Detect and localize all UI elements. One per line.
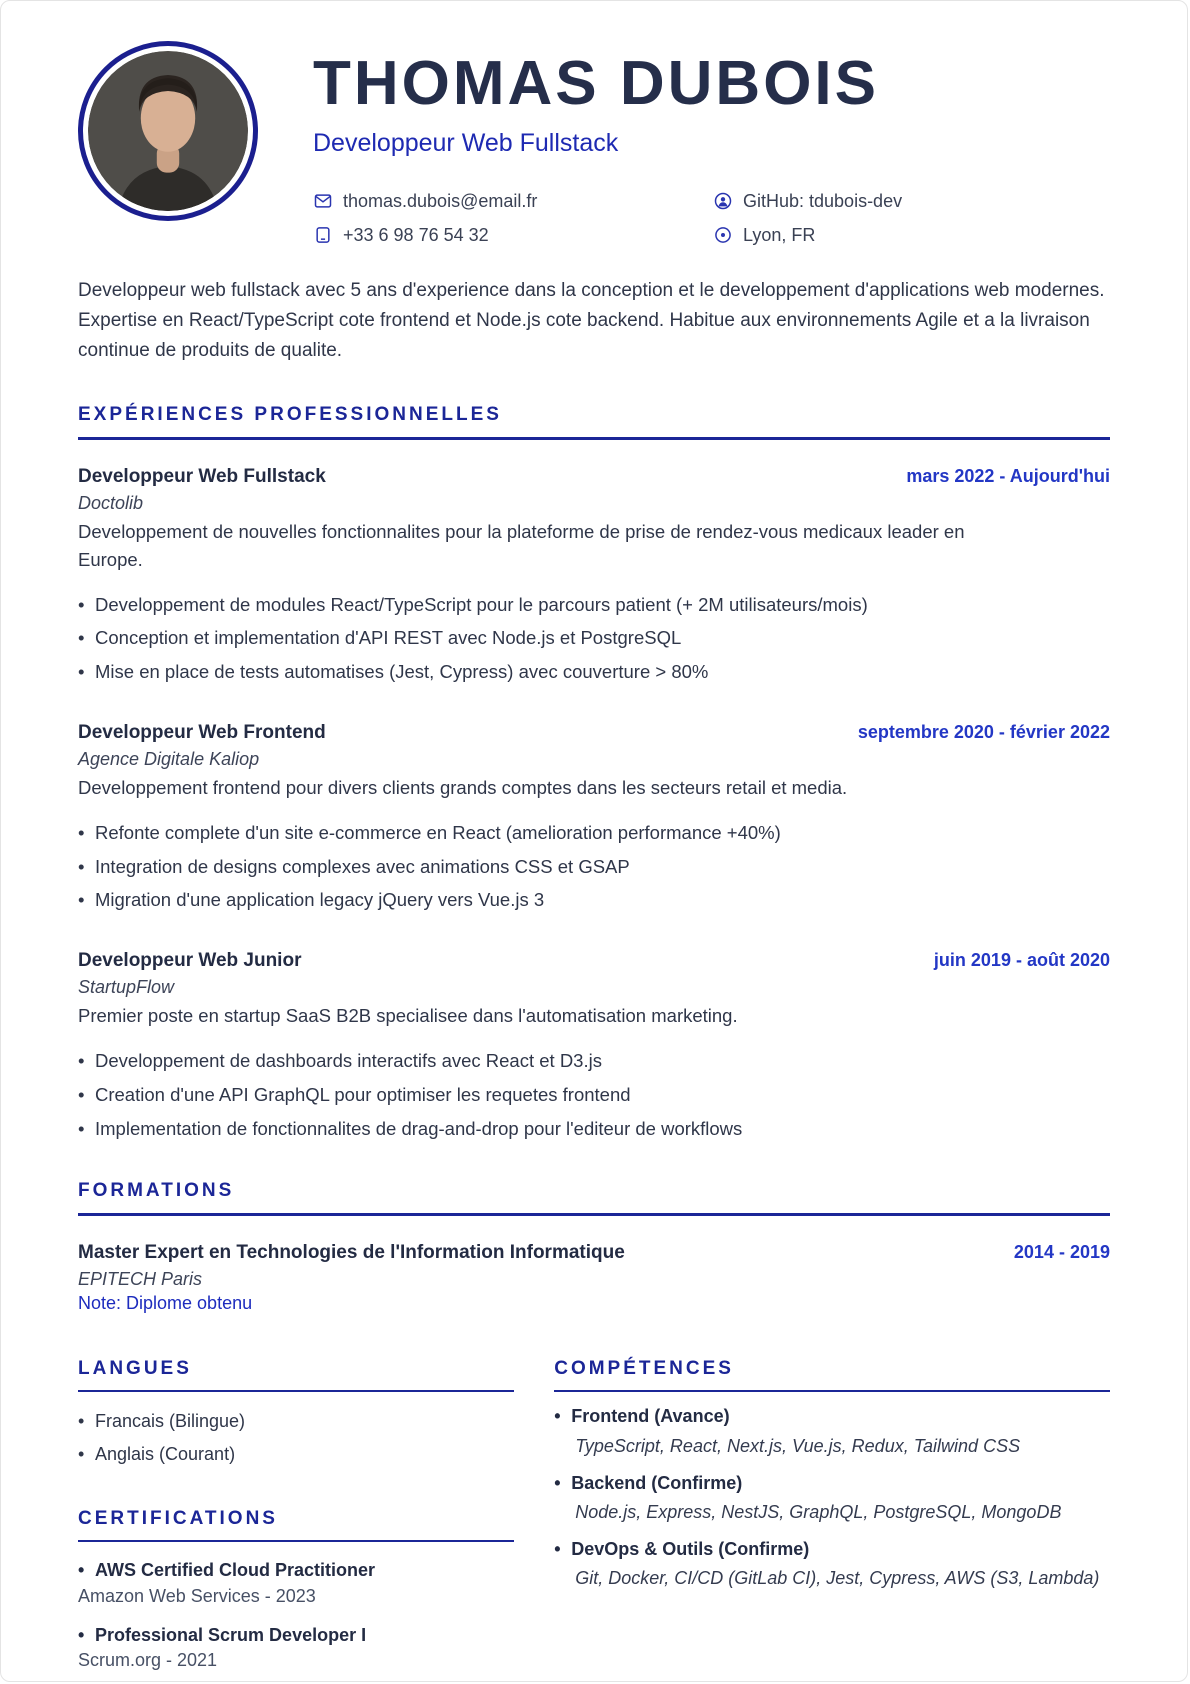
contact-email-value: thomas.dubois@email.fr bbox=[343, 190, 538, 211]
section-competences-title: COMPÉTENCES bbox=[554, 1358, 734, 1380]
job-dates: juin 2019 - août 2020 bbox=[933, 950, 1110, 971]
certification-entry bbox=[78, 1558, 514, 1606]
email-icon bbox=[313, 191, 333, 211]
skill-list: Git, Docker, CI/CD (GitLab CI), Jest, Cypress, AWS (S3, Lambda) bbox=[575, 1568, 1100, 1589]
section-formations-title: FORMATIONS bbox=[78, 1180, 235, 1202]
job-dates: mars 2022 - Aujourd'hui bbox=[906, 466, 1110, 487]
contact-list bbox=[313, 184, 1110, 252]
education-school: EPITECH Paris bbox=[78, 1269, 203, 1290]
skill-list: Node.js, Express, NestJS, GraphQL, PostgreSQL, MongoDB bbox=[575, 1501, 1062, 1522]
section-experience-title: EXPÉRIENCES PROFESSIONNELLES bbox=[78, 404, 502, 426]
section-certifications bbox=[78, 1508, 514, 1670]
job-role: Developpeur Web Junior bbox=[78, 950, 302, 972]
skill-category: • DevOps & Outils (Confirme) bbox=[554, 1537, 1110, 1562]
job-dates: septembre 2020 - février 2022 bbox=[857, 721, 1110, 742]
section-certifications-title: CERTIFICATIONS bbox=[78, 1508, 278, 1530]
job-bullet: • Implementation de fonctionnalites de drag-and-drop pour l'editeur de workflows bbox=[78, 1116, 1110, 1143]
job-description: Developpement frontend pour divers clients grands comptes dans les secteurs retail et media. bbox=[78, 776, 848, 798]
education-dates: 2014 - 2019 bbox=[1013, 1242, 1110, 1263]
job-entry bbox=[78, 950, 1110, 1142]
section-experience bbox=[78, 404, 1110, 1142]
job-entry bbox=[78, 722, 1110, 914]
person-name: THOMAS DUBOIS bbox=[313, 49, 879, 118]
phone-icon bbox=[313, 225, 333, 245]
contact-phone-value: +33 6 98 76 54 32 bbox=[343, 224, 489, 245]
avatar bbox=[78, 41, 258, 221]
section-divider bbox=[78, 1213, 1110, 1216]
contact-phone bbox=[313, 225, 713, 246]
skill-list: TypeScript, React, Next.js, Vue.js, Redux, Tailwind CSS bbox=[575, 1435, 1021, 1456]
skill-entry bbox=[554, 1471, 1110, 1525]
certification-entry bbox=[78, 1623, 514, 1671]
job-bullet: • Conception et implementation d'API REST avec Node.js et PostgreSQL bbox=[78, 625, 1110, 652]
job-role: Developpeur Web Fullstack bbox=[78, 466, 326, 488]
person-title: Developpeur Web Fullstack bbox=[313, 129, 619, 157]
job-description: Premier poste en startup SaaS B2B specialisee dans l'automatisation marketing. bbox=[78, 1005, 738, 1027]
section-divider bbox=[78, 1390, 514, 1392]
job-bullet: • Integration de designs complexes avec animations CSS et GSAP bbox=[78, 854, 1110, 881]
right-column bbox=[554, 1358, 1110, 1670]
job-role: Developpeur Web Frontend bbox=[78, 721, 326, 743]
job-bullet: • Developpement de modules React/TypeScript pour le parcours patient (+ 2M utilisateurs/mois) bbox=[78, 592, 1110, 619]
langues-list bbox=[78, 1408, 514, 1468]
job-bullet: • Mise en place de tests automatises (Jest, Cypress) avec couverture > 80% bbox=[78, 659, 1110, 686]
education-note: Note: Diplome obtenu bbox=[78, 1293, 253, 1314]
avatar-photo-icon bbox=[88, 51, 248, 211]
job-company: StartupFlow bbox=[78, 977, 175, 998]
job-bullet: • Developpement de dashboards interactifs avec React et D3.js bbox=[78, 1048, 1110, 1075]
job-bullets bbox=[78, 592, 1110, 686]
skill-entry bbox=[554, 1404, 1110, 1458]
bottom-columns bbox=[78, 1358, 1110, 1670]
contact-email bbox=[313, 191, 713, 212]
job-description: Developpement de nouvelles fonctionnalites pour la plateforme de prise de rendez-vous medicaux leader en Europe. bbox=[78, 521, 965, 570]
github-icon bbox=[713, 191, 733, 211]
certification-name: • Professional Scrum Developer I bbox=[78, 1623, 514, 1648]
job-company: Agence Digitale Kaliop bbox=[78, 748, 260, 769]
job-company: Doctolib bbox=[78, 493, 144, 514]
education-degree: Master Expert en Technologies de l'Information Informatique bbox=[78, 1242, 625, 1264]
left-column bbox=[78, 1358, 514, 1670]
skill-entry bbox=[554, 1537, 1110, 1591]
contact-github-value: GitHub: tdubois-dev bbox=[743, 190, 903, 211]
section-divider bbox=[78, 437, 1110, 440]
skill-category: • Backend (Confirme) bbox=[554, 1471, 1110, 1496]
section-formations bbox=[78, 1180, 1110, 1314]
education-entry bbox=[78, 1242, 1110, 1314]
job-bullets bbox=[78, 1048, 1110, 1142]
section-competences bbox=[554, 1358, 1110, 1591]
summary-text: Developpeur web fullstack avec 5 ans d'experience dans la conception et le developpement d'applications web modernes. Expertise en React/TypeScript cote frontend et Node.js cote backend. Habitue aux environnements Agile et a la livraison continue de produits de qualite. bbox=[78, 280, 1105, 362]
contact-location bbox=[713, 225, 1110, 246]
section-langues bbox=[78, 1358, 514, 1468]
job-bullet: • Refonte complete d'un site e-commerce en React (amelioration performance +40%) bbox=[78, 820, 1110, 847]
section-divider bbox=[78, 1540, 514, 1542]
contact-github bbox=[713, 191, 1110, 212]
header bbox=[78, 41, 1110, 252]
certification-issuer: Amazon Web Services - 2023 bbox=[78, 1585, 316, 1606]
header-main bbox=[313, 41, 1110, 252]
job-bullet: • Migration d'une application legacy jQuery vers Vue.js 3 bbox=[78, 887, 1110, 914]
certification-name: • AWS Certified Cloud Practitioner bbox=[78, 1558, 514, 1583]
section-langues-title: LANGUES bbox=[78, 1358, 192, 1380]
section-divider bbox=[554, 1390, 1110, 1392]
certification-issuer: Scrum.org - 2021 bbox=[78, 1649, 218, 1670]
skill-category: • Frontend (Avance) bbox=[554, 1404, 1110, 1429]
job-bullets bbox=[78, 820, 1110, 914]
language-item: • Francais (Bilingue) bbox=[78, 1408, 514, 1435]
location-icon bbox=[713, 225, 733, 245]
contact-location-value: Lyon, FR bbox=[743, 224, 816, 245]
job-bullet: • Creation d'une API GraphQL pour optimiser les requetes frontend bbox=[78, 1082, 1110, 1109]
job-entry bbox=[78, 466, 1110, 686]
language-item: • Anglais (Courant) bbox=[78, 1441, 514, 1468]
